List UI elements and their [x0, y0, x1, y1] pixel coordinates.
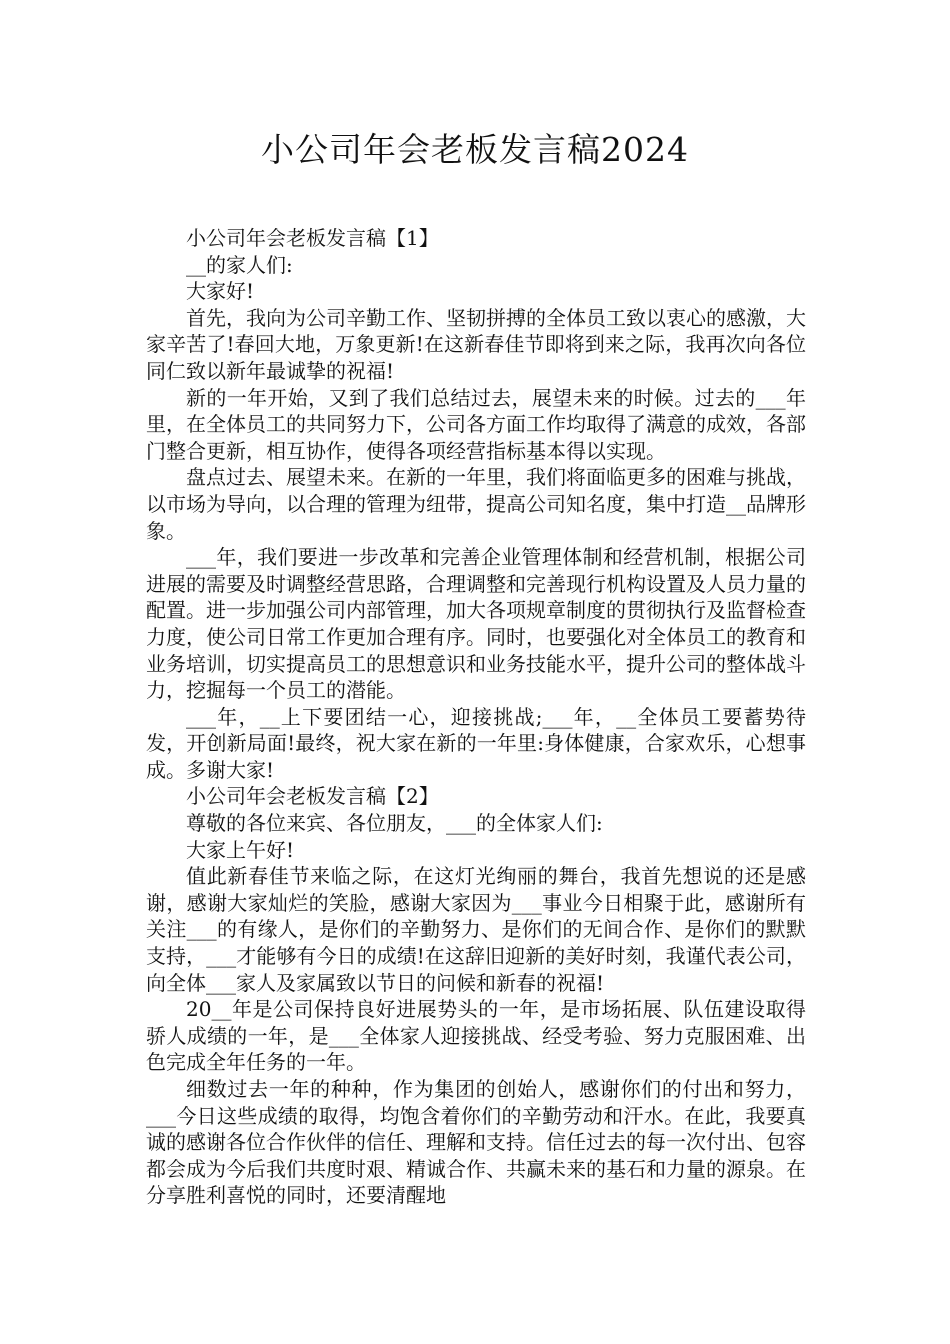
section-heading-1: 小公司年会老板发言稿【1】 [186, 226, 439, 250]
section-heading-2: 小公司年会老板发言稿【2】 [186, 784, 439, 809]
greeting: 大家好! [186, 279, 255, 304]
paragraph: 首先，我向为公司辛勤工作、坚韧拼搏的全体员工致以衷心的感激，大家辛苦了!春回大地，万象更新!在这新春佳节即将到来之际，我再次向各位同仁致以新年最诚挚的祝福! [146, 305, 806, 383]
paragraph: 新的一年开始，又到了我们总结过去，展望未来的时候。过去的___年里，在全体员工的共同努力下，公司各方面工作均取得了满意的成效，各部门整合更新，相互协作，使得各项经营指标基本得以实现。 [146, 385, 806, 463]
paragraph: 值此新春佳节来临之际，在这灯光绚丽的舞台，我首先想说的还是感谢，感谢大家灿烂的笑脸，感谢大家因为___事业今日相聚于此，感谢所有关注___的有缘人，是你们的辛勤努力、是你们的无间合作、是你们的默默支持，___才能够有今日的成绩!在这辞旧迎新的美好时刻，我谨代表公司，向全体___家人及家属致以节日的问候和新春的祝福! [146, 864, 806, 995]
document-body [146, 225, 806, 1209]
salutation: __的家人们: [186, 252, 293, 277]
paragraph: 盘点过去、展望未来。在新的一年里，我们将面临更多的困难与挑战，以市场为导向，以合理的管理为纽带，提高公司知名度，集中打造__品牌形象。 [146, 465, 806, 543]
greeting: 大家上午好! [186, 837, 295, 862]
paragraph: ___年，我们要进一步改革和完善企业管理体制和经营机制，根据公司进展的需要及时调整经营思路，合理调整和完善现行机构设置及人员力量的配置。进一步加强公司内部管理，加大各项规章制度的贯彻执行及监督检查力度，使公司日常工作更加合理有序。同时，也要强化对全体员工的教育和业务培训，切实提高员工的思想意识和业务技能水平，提升公司的整体战斗力，挖掘每一个员工的潜能。 [146, 545, 806, 703]
paragraph: 20__年是公司保持良好进展势头的一年，是市场拓展、队伍建设取得骄人成绩的一年，是___全体家人迎接挑战、经受考验、努力克服困难、出色完成全年任务的一年。 [146, 997, 806, 1075]
salutation: 尊敬的各位来宾、各位朋友，___的全体家人们: [186, 811, 603, 836]
paragraph: 细数过去一年的种种，作为集团的创始人，感谢你们的付出和努力，___今日这些成绩的取得，均饱含着你们的辛勤劳动和汗水。在此，我要真诚的感谢各位合作伙伴的信任、理解和支持。信任过去的每一次付出、包容都会成为今后我们共度时艰、精诚合作、共赢未来的基石和力量的源泉。在分享胜利喜悦的同时，还要清醒地 [146, 1077, 806, 1208]
paragraph: ___年，__上下要团结一心，迎接挑战;___年，__全体员工要蓄势待发，开创新局面!最终，祝大家在新的一年里:身体健康，合家欢乐，心想事成。多谢大家! [146, 704, 806, 782]
document-title: 小公司年会老板发言稿2024 [261, 130, 689, 169]
